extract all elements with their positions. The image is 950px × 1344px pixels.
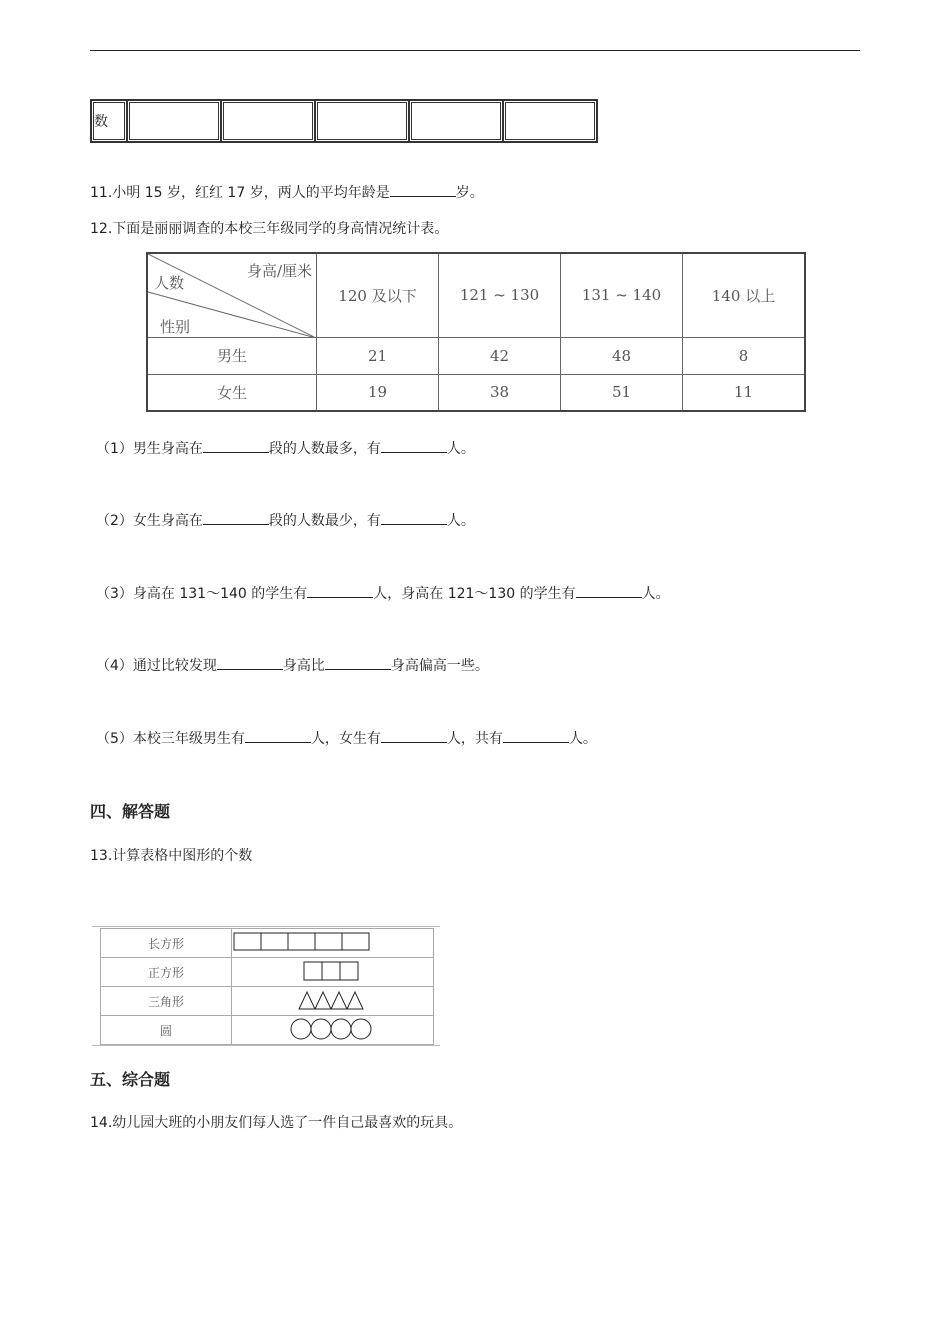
answer-blank[interactable]: [503, 728, 569, 743]
shape-cell-rectangles: [232, 929, 434, 958]
header-rule: [90, 50, 860, 51]
answer-blank[interactable]: [203, 438, 269, 453]
row-label: 男生: [147, 337, 317, 374]
row-label: 女生: [147, 374, 317, 411]
table-row: [101, 958, 434, 987]
q11-suffix: 岁。: [455, 185, 484, 201]
answer-blank[interactable]: [381, 438, 447, 453]
answer-blank[interactable]: [576, 583, 642, 598]
answer-blank[interactable]: [203, 510, 269, 525]
answer-blank[interactable]: [245, 728, 311, 743]
shape-label: 正方形: [101, 958, 232, 987]
q11-text: 11.小明 15 岁，红红 17 岁，两人的平均年龄是: [90, 185, 390, 201]
shape-cell-triangles: [232, 987, 434, 1016]
table-row: [101, 987, 434, 1016]
question-14: 14.幼儿园大班的小朋友们每人选了一件自己最喜欢的玩具。: [90, 1115, 463, 1131]
sub-question-5: （5）本校三年级男生有 人，女生有 人，共有 人。: [96, 728, 597, 748]
table-cell: 48: [561, 337, 683, 374]
table-cell: 8: [683, 337, 806, 374]
shape-table-top-rule: [92, 926, 440, 927]
triangle-shapes: [232, 988, 432, 1012]
answer-blank[interactable]: [381, 728, 447, 743]
question-13: 13.计算表格中图形的个数: [90, 848, 253, 864]
corner-label-count: 人数: [154, 274, 185, 292]
question-12-intro: 12.下面是丽丽调查的本校三年级同学的身高情况统计表。: [90, 221, 449, 237]
table-cell: 51: [561, 374, 683, 411]
sub-question-3: （3）身高在 131～140 的学生有 人，身高在 121～130 的学生有 人。: [96, 583, 670, 603]
sub-question-2: （2）女生身高在 段的人数最少，有 人。: [96, 510, 475, 530]
column-header: 121 ~ 130: [439, 253, 561, 337]
table-cell: 21: [317, 337, 439, 374]
shape-table-bottom-rule: [92, 1045, 440, 1046]
partial-table: [90, 99, 598, 143]
table-cell: [315, 100, 409, 142]
shape-cell-circles: [232, 1016, 434, 1045]
section-5-title: 五、综合题: [90, 1070, 171, 1089]
answer-blank[interactable]: [217, 655, 283, 670]
sub-question-1: （1）男生身高在 段的人数最多，有 人。: [96, 438, 475, 458]
answer-blank[interactable]: [390, 182, 456, 197]
shape-table: [100, 928, 434, 1045]
column-header: 131 ~ 140: [561, 253, 683, 337]
shape-label: 圆: [101, 1016, 232, 1045]
table-row: [101, 929, 434, 958]
shape-cell-squares: [232, 958, 434, 987]
shape-label: 三角形: [101, 987, 232, 1016]
answer-blank[interactable]: [381, 510, 447, 525]
table-row: [147, 337, 805, 374]
corner-label-height: 身高/厘米: [246, 262, 312, 280]
sub-question-4: （4）通过比较发现 身高比 身高偏高一些。: [96, 655, 489, 675]
diagonal-header-cell: [147, 253, 317, 337]
table-cell: 38: [439, 374, 561, 411]
table-cell: 数: [91, 100, 127, 142]
table-row: [147, 374, 805, 411]
shape-label: 长方形: [101, 929, 232, 958]
column-header: 120 及以下: [317, 253, 439, 337]
section-4-title: 四、解答题: [90, 802, 171, 821]
table-cell: [503, 100, 597, 142]
rectangle-shapes: [232, 930, 432, 954]
table-row: [101, 1016, 434, 1045]
answer-blank[interactable]: [307, 583, 373, 598]
table-cell: 19: [317, 374, 439, 411]
table-cell: [127, 100, 221, 142]
table-cell: 11: [683, 374, 806, 411]
table-cell: 42: [439, 337, 561, 374]
question-11: [90, 182, 484, 202]
column-header: 140 以上: [683, 253, 806, 337]
table-cell: [409, 100, 503, 142]
square-shapes: [232, 959, 432, 983]
corner-label-gender: 性别: [160, 318, 191, 336]
table-cell: [221, 100, 315, 142]
height-table: [146, 252, 806, 412]
circle-shapes: [232, 1017, 432, 1041]
answer-blank[interactable]: [325, 655, 391, 670]
